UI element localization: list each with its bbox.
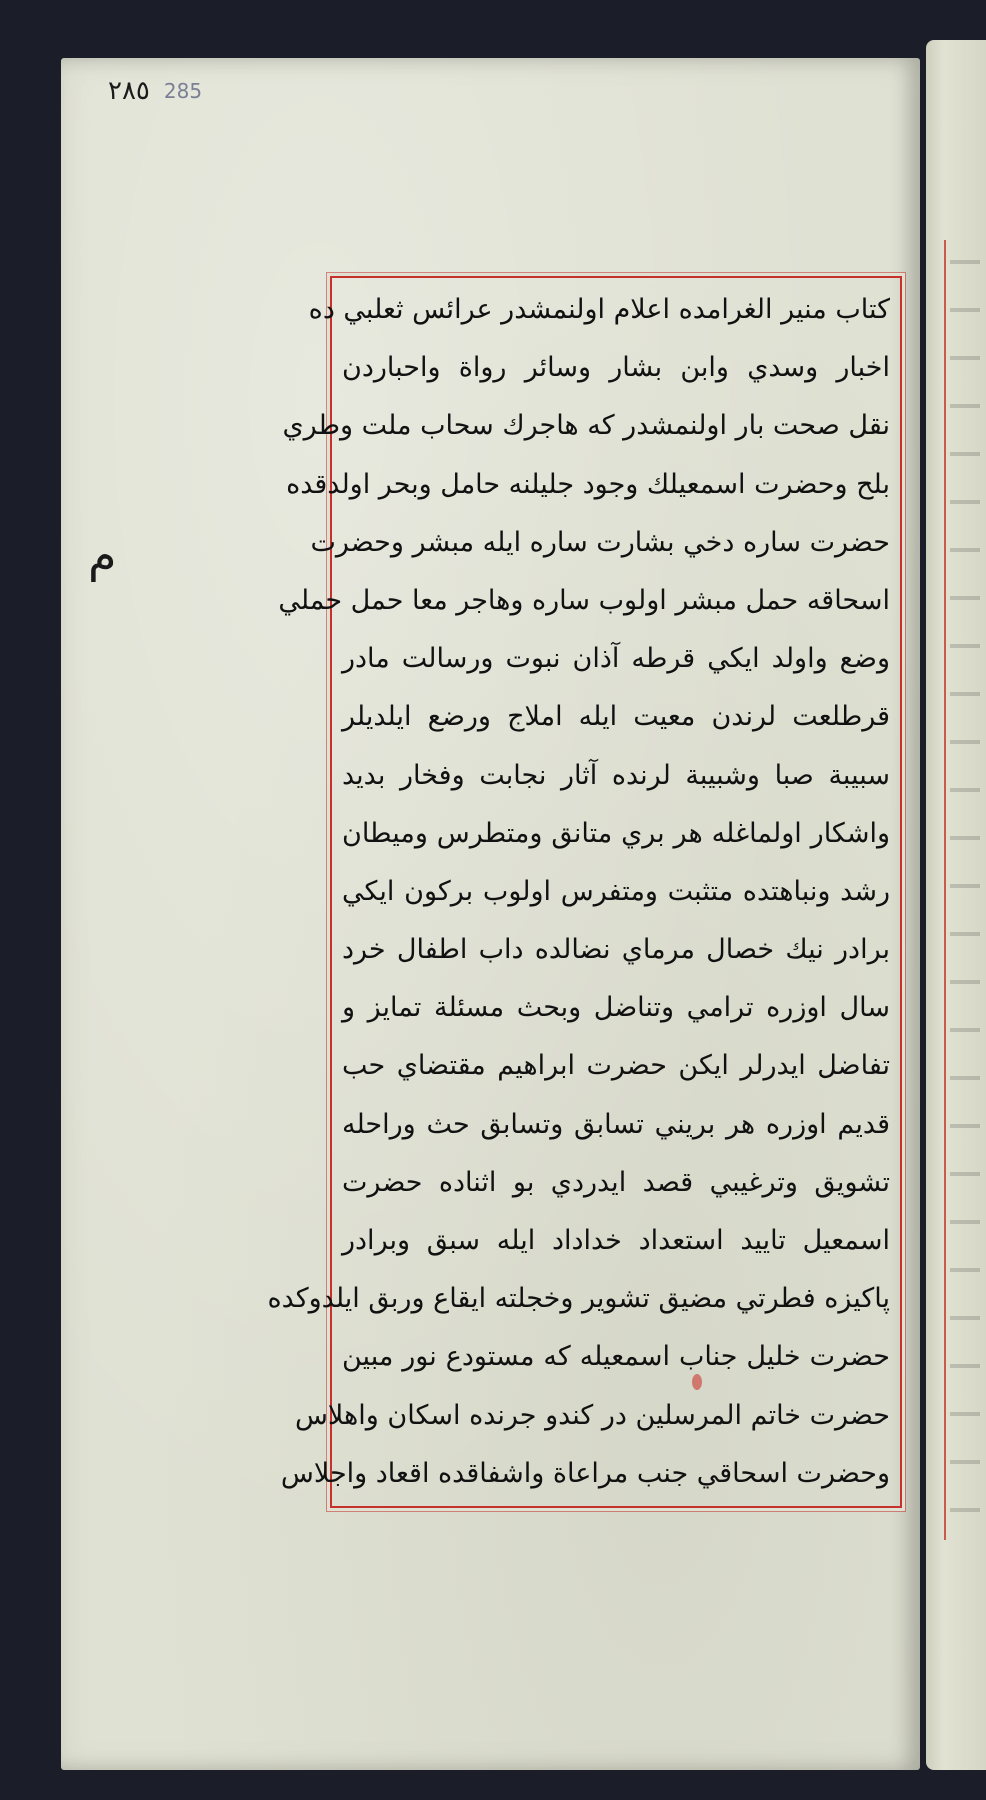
text-line: حضرت خليل جناب اسمعيله كه مستودع نور مبين [342, 1341, 890, 1373]
text-line: بلح وحضرت اسمعيلك وجود جليلنه حامل وبحر اولدقده [286, 468, 890, 500]
text-line: رشد ونباهتده متثبت ومتفرس اولوب بركون ايكي [342, 875, 890, 907]
adjacent-page-edge [926, 40, 986, 1770]
ink-stain [692, 1374, 702, 1390]
text-line: اسمعيل تاييد استعداد خداداد ايله سبق وبرادر [342, 1225, 890, 1256]
text-line: تشويق وترغيبي قصد ايدردي بو اثناده حضرت [342, 1166, 890, 1198]
text-line: برادر نيك خصال مرماي نضالده داب اطفال خرد [342, 934, 890, 966]
text-block [267, 290, 890, 1494]
text-line: حضرت ساره دخي بشارت ساره ايله مبشر وحضرت [310, 526, 890, 558]
adjacent-page-rule [944, 240, 946, 1540]
text-line: اسحاقه حمل مبشر اولوب ساره وهاجر معا حمل حملي [278, 584, 890, 616]
text-line: سبيبة صبا وشبيبة لرنده آثار نجابت وفخار بديد [342, 759, 890, 791]
margin-mark: م [88, 528, 117, 582]
text-line: اخبار وسدي وابن بشار وسائر رواة واحباردن [342, 352, 890, 384]
text-line: وحضرت اسحاقي جنب مراعاة واشفاقده اقعاد واجلاس [280, 1457, 890, 1489]
text-line: قديم اوزره هر بريني تسابق وتسابق حث وراحله [342, 1108, 890, 1140]
text-line: واشكار اولماغله هر بري متانق ومتطرس وميطان [342, 817, 890, 849]
text-line: تفاضل ايدرلر ايكن حضرت ابراهيم مقتضاي حب [342, 1050, 890, 1082]
text-line: كتاب منير الغرامده اعلام اولنمشدر عرائس ثعلبي ده [308, 294, 890, 325]
text-line: وضع واولد ايكي قرطه آذان نبوت ورسالت مادر [342, 643, 890, 675]
folio-number-latin: 285 [163, 79, 203, 103]
folio-number-eastern: ٢٨٥ [108, 76, 150, 106]
folio-number [108, 76, 202, 106]
text-line: سال اوزره ترامي وتناضل وبحث مسئلة تمايز و [342, 992, 890, 1024]
text-line: پاكيزه فطرتي مضيق تشوير وخجلته ايقاع وربق ايلدوكده [267, 1283, 890, 1315]
adjacent-page-text [950, 260, 980, 1520]
text-line: حضرت خاتم المرسلين در كندو جرنده اسكان واهلاس [294, 1399, 890, 1431]
text-line: قرطلعت لرندن معيت ايله املاج ورضع ايلديلر [342, 701, 890, 733]
text-line: نقل صحت بار اولنمشدر كه هاجرك سحاب ملت وطري [282, 410, 890, 442]
